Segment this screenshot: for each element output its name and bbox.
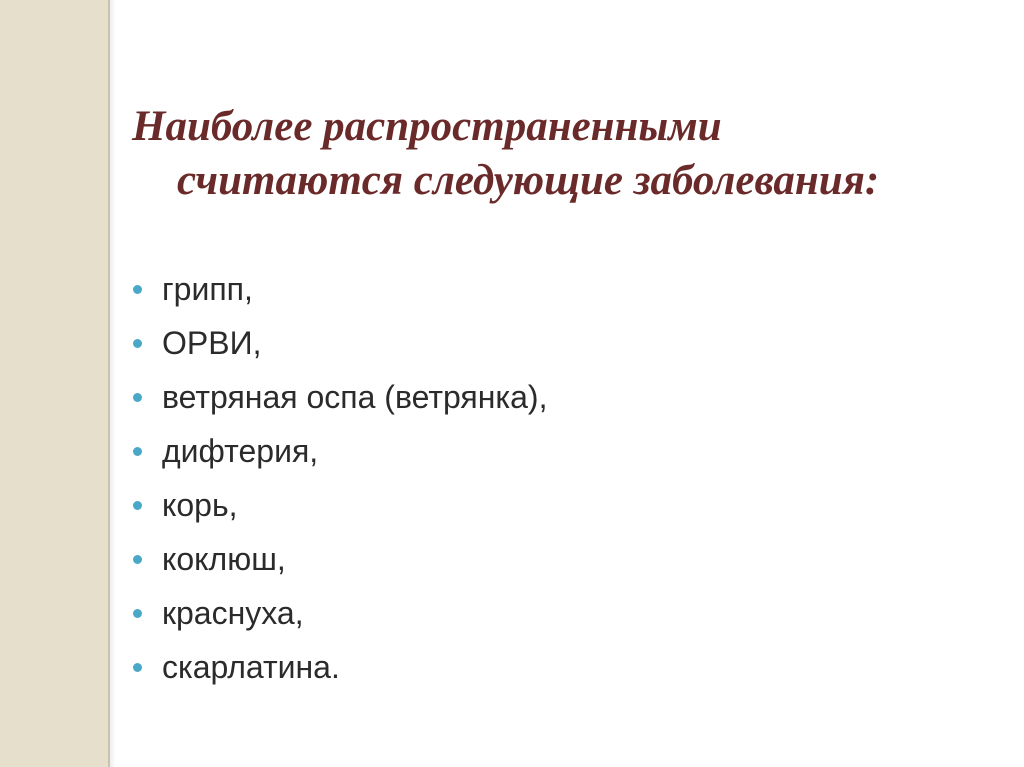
list-item <box>133 532 547 586</box>
list-item <box>133 424 547 478</box>
list-item-text: скарлатина. <box>162 648 340 685</box>
bullet-icon <box>133 339 142 348</box>
list-item-text: ОРВИ, <box>162 324 262 361</box>
bullet-icon <box>133 555 142 564</box>
list-item <box>133 640 547 694</box>
bullet-icon <box>133 285 142 294</box>
list-item-text: грипп, <box>162 270 253 307</box>
list-item-text: краснуха, <box>162 594 304 631</box>
list-item-text: корь, <box>162 486 238 523</box>
slide-title <box>132 100 992 208</box>
bullet-icon <box>133 447 142 456</box>
list-item-text: ветряная оспа (ветрянка), <box>162 378 548 415</box>
disease-list <box>133 262 547 694</box>
slide-title-line-1: Наиболее распространенными <box>132 103 722 150</box>
list-item <box>133 370 547 424</box>
list-item <box>133 316 547 370</box>
sidebar-shadow <box>110 0 116 767</box>
list-item-text: дифтерия, <box>162 432 319 469</box>
slide-title-line-2: считаются следующие заболевания: <box>177 157 880 204</box>
decorative-sidebar <box>0 0 108 767</box>
bullet-icon <box>133 609 142 618</box>
list-item-text: коклюш, <box>162 540 286 577</box>
bullet-icon <box>133 501 142 510</box>
bullet-icon <box>133 663 142 672</box>
list-item <box>133 478 547 532</box>
bullet-icon <box>133 393 142 402</box>
list-item <box>133 262 547 316</box>
list-item <box>133 586 547 640</box>
